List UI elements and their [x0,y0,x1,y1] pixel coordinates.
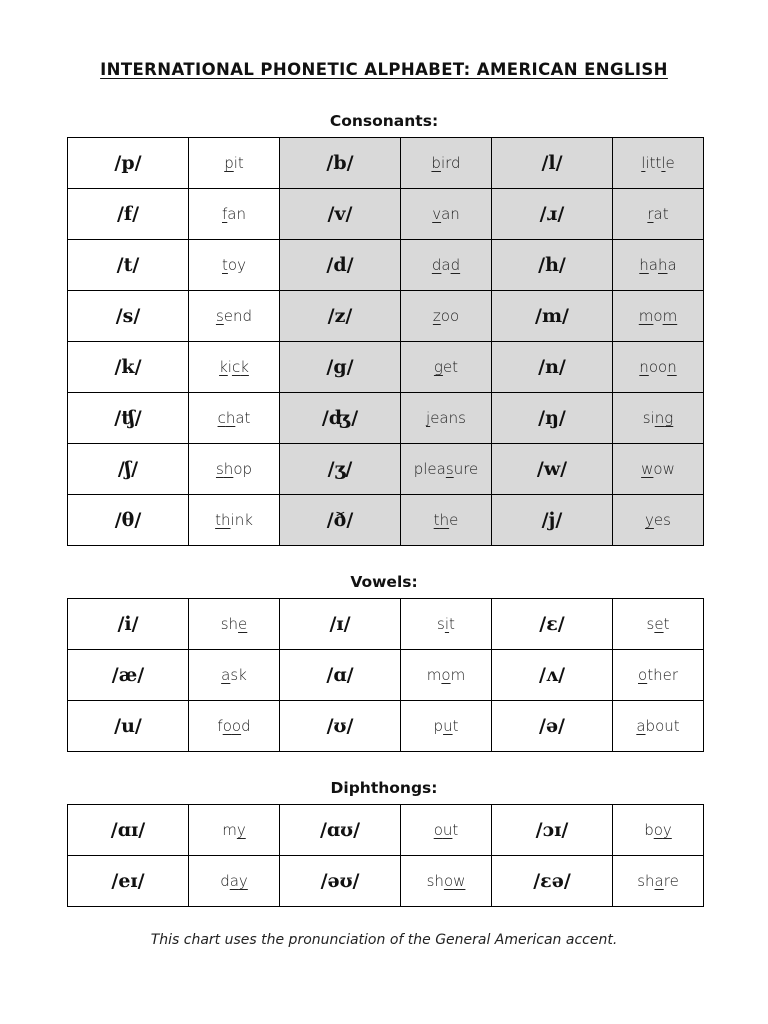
phoneme-symbol: /ɹ/ [492,189,613,240]
phoneme-symbol: /ʤ/ [280,393,401,444]
phoneme-symbol: /b/ [280,138,401,189]
example-word: sit [401,599,492,650]
example-word: about [613,701,704,752]
table-row [68,599,704,650]
example-word: sing [613,393,704,444]
phoneme-symbol: /ʒ/ [280,444,401,495]
example-word: ask [189,650,280,701]
phoneme-symbol: /ʧ/ [68,393,189,444]
example-word: dad [401,240,492,291]
example-word: put [401,701,492,752]
example-word: haha [613,240,704,291]
table-row [68,856,704,907]
phoneme-symbol: /n/ [492,342,613,393]
example-word: pleasure [401,444,492,495]
consonants-table [67,137,704,546]
phoneme-symbol: /ɑʊ/ [280,805,401,856]
table-row [68,393,704,444]
example-word: rat [613,189,704,240]
table-row [68,138,704,189]
phoneme-symbol: /w/ [492,444,613,495]
phoneme-symbol: /ɛ/ [492,599,613,650]
example-word: show [401,856,492,907]
example-word: get [401,342,492,393]
phoneme-symbol: /θ/ [68,495,189,546]
example-word: yes [613,495,704,546]
phoneme-symbol: /g/ [280,342,401,393]
example-word: share [613,856,704,907]
phoneme-symbol: /əʊ/ [280,856,401,907]
example-word: pit [189,138,280,189]
footer-note: This chart uses the pronunciation of the General American accent. [150,932,618,948]
example-word: she [189,599,280,650]
table-row [68,342,704,393]
phoneme-symbol: /h/ [492,240,613,291]
phoneme-symbol: /z/ [280,291,401,342]
example-word: send [189,291,280,342]
phoneme-symbol: /ə/ [492,701,613,752]
phoneme-symbol: /v/ [280,189,401,240]
phoneme-symbol: /æ/ [68,650,189,701]
example-word: wow [613,444,704,495]
table-row [68,805,704,856]
phoneme-symbol: /ð/ [280,495,401,546]
phoneme-symbol: /ɪ/ [280,599,401,650]
example-word: food [189,701,280,752]
vowels-heading: Vowels: [350,573,418,591]
example-word: shop [189,444,280,495]
table-row [68,189,704,240]
table-row [68,240,704,291]
table-row [68,495,704,546]
vowels-table [67,598,704,752]
example-word: chat [189,393,280,444]
example-word: think [189,495,280,546]
example-word: my [189,805,280,856]
phoneme-symbol: /ɔɪ/ [492,805,613,856]
example-word: kick [189,342,280,393]
phoneme-symbol: /i/ [68,599,189,650]
phoneme-symbol: /d/ [280,240,401,291]
example-word: the [401,495,492,546]
page-title: INTERNATIONAL PHONETIC ALPHABET: AMERICAN ENGLISH [100,60,668,79]
table-row [68,701,704,752]
example-word: zoo [401,291,492,342]
phoneme-symbol: /k/ [68,342,189,393]
example-word: noon [613,342,704,393]
example-word: mom [401,650,492,701]
example-word: fan [189,189,280,240]
example-word: out [401,805,492,856]
phoneme-symbol: /l/ [492,138,613,189]
phoneme-symbol: /ɛə/ [492,856,613,907]
example-word: boy [613,805,704,856]
phoneme-symbol: /ŋ/ [492,393,613,444]
example-word: little [613,138,704,189]
phoneme-symbol: /ʊ/ [280,701,401,752]
example-word: toy [189,240,280,291]
phoneme-symbol: /ɑ/ [280,650,401,701]
table-row [68,444,704,495]
table-row [68,291,704,342]
phoneme-symbol: /ʃ/ [68,444,189,495]
phoneme-symbol: /u/ [68,701,189,752]
example-word: mom [613,291,704,342]
phoneme-symbol: /ɑɪ/ [68,805,189,856]
example-word: van [401,189,492,240]
phoneme-symbol: /f/ [68,189,189,240]
phoneme-symbol: /m/ [492,291,613,342]
example-word: bird [401,138,492,189]
phoneme-symbol: /p/ [68,138,189,189]
consonants-heading: Consonants: [329,112,439,130]
phoneme-symbol: /eɪ/ [68,856,189,907]
diphthongs-heading: Diphthongs: [330,779,438,797]
phoneme-symbol: /t/ [68,240,189,291]
phoneme-symbol: /ʌ/ [492,650,613,701]
example-word: set [613,599,704,650]
diphthongs-table [67,804,704,907]
phoneme-symbol: /s/ [68,291,189,342]
example-word: other [613,650,704,701]
table-row [68,650,704,701]
phoneme-symbol: /j/ [492,495,613,546]
example-word: day [189,856,280,907]
example-word: jeans [401,393,492,444]
